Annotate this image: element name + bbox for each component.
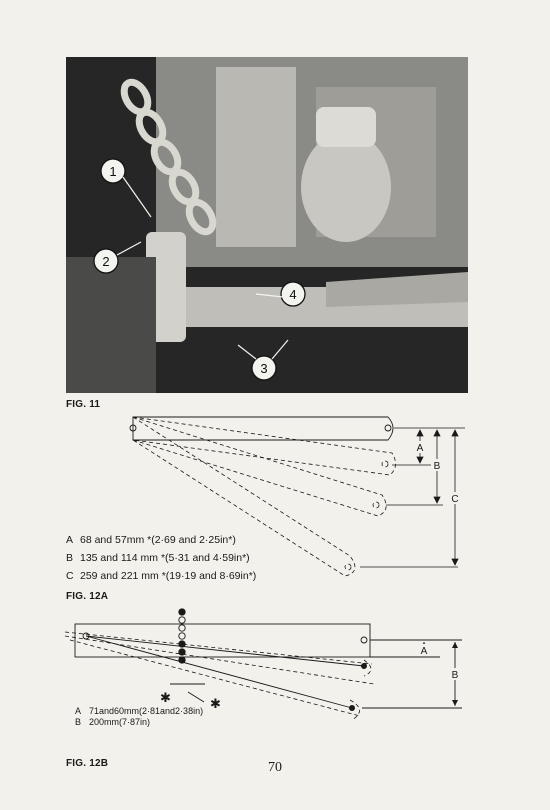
page-number: 70 <box>268 760 282 775</box>
callout-1: 1 <box>109 164 117 179</box>
fig12a-dim-c: C <box>451 494 459 505</box>
fig12a-dim-a: A <box>416 443 424 454</box>
fig12b-legend <box>75 706 203 728</box>
fig12b-dim-a: A <box>420 646 428 657</box>
callout-2: 2 <box>102 254 110 269</box>
fig11-caption: FIG. 11 <box>66 399 101 410</box>
fig12a-legend-a: A 68 and 57mm *(2·69 and 2·25in*) <box>66 534 236 546</box>
callout-3: 3 <box>260 361 268 376</box>
fig12b-caption: FIG. 12B <box>66 758 109 769</box>
svg-text:✱: ✱ <box>160 690 171 705</box>
callout-4: 4 <box>289 287 297 302</box>
fig12a-caption: FIG. 12A <box>66 591 109 602</box>
svg-text:✱: ✱ <box>210 696 221 711</box>
fig12a-legend <box>66 531 256 585</box>
fig12b-dim-b: B <box>451 670 459 681</box>
fig12a-legend-b: B 135 and 114 mm *(5·31 and 4·59in*) <box>66 552 250 564</box>
fig12a-legend-c: C 259 and 221 mm *(19·19 and 8·69in*) <box>66 570 257 582</box>
fig12b-legend-b: B 200mm(7·87in) <box>75 717 151 727</box>
fig12b-legend-a: A 71and60mm(2·81and2·38in) <box>75 706 204 716</box>
fig12a-dim-b: B <box>433 461 441 472</box>
